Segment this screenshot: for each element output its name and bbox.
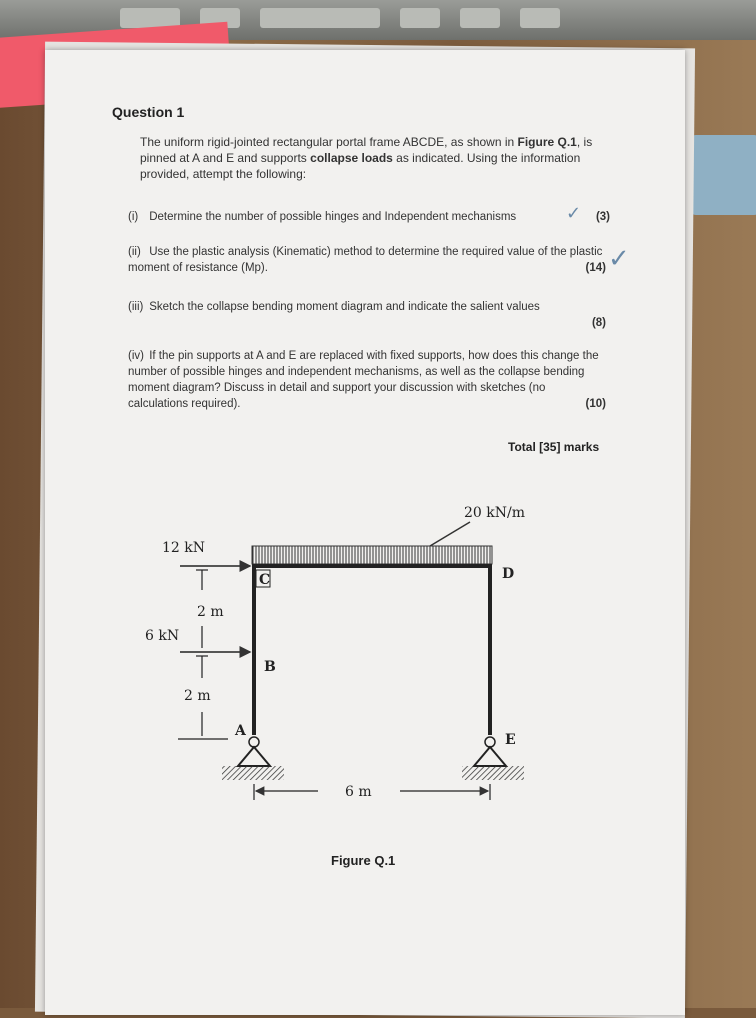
load-mid-label: 6 kN xyxy=(145,628,180,644)
total-marks: Total [35] marks xyxy=(508,440,600,454)
dim-upper-label: 2 m xyxy=(197,604,224,620)
ground-e xyxy=(462,766,524,780)
part-text: Determine the number of possible hinges and Independent mechanisms xyxy=(149,211,517,223)
ground-a xyxy=(222,766,284,780)
part-marks: (14) xyxy=(585,262,606,274)
part-text: Use the plastic analysis (Kinematic) method to determine the required value of the plastic moment of resistance (Mp). xyxy=(128,246,603,274)
udl-label: 20 kN/m xyxy=(464,505,525,521)
intro-text: , is pinned at A and E and supports xyxy=(140,135,593,165)
part-label: (iii) xyxy=(128,301,144,313)
intro-text: The uniform rigid-jointed rectangular portal frame ABCDE, as shown in xyxy=(140,135,518,149)
part-marks: (3) xyxy=(595,211,610,223)
node-b-label: B xyxy=(264,659,276,675)
question-title: Question 1 xyxy=(112,104,185,120)
check-mark-icon: ✓ xyxy=(566,203,582,224)
support-e xyxy=(474,747,506,766)
part-text: Sketch the collapse bending moment diagram and indicate the salient values xyxy=(149,301,540,313)
node-a-label: A xyxy=(235,723,246,739)
intro-text: as indicated. Using the information provided, attempt the following: xyxy=(140,151,581,181)
part-label: (ii) xyxy=(128,246,141,258)
part-label: (i) xyxy=(128,211,139,223)
dim-lower-label: 2 m xyxy=(184,688,211,704)
node-c-label: C xyxy=(259,572,271,588)
figure-caption: Figure Q.1 xyxy=(331,853,396,868)
check-mark-icon: ✓ xyxy=(608,244,630,274)
part-label: (iv) xyxy=(128,350,144,362)
intro-bold: Figure Q.1 xyxy=(517,135,577,149)
udl-load xyxy=(252,546,492,564)
span-label: 6 m xyxy=(345,784,372,800)
intro-bold: collapse loads xyxy=(310,151,393,165)
node-e-label: E xyxy=(505,732,516,748)
udl-leader xyxy=(430,522,470,546)
support-a xyxy=(238,747,270,766)
part-marks: (8) xyxy=(591,317,606,329)
part-marks: (10) xyxy=(585,398,606,410)
node-d-label: D xyxy=(502,566,515,582)
part-text: If the pin supports at A and E are replaced with fixed supports, how does this change the number of possible hinges and independent mechanisms, as well as the collapse bending moment diagram? Discuss in detail and support your discussion with sketches (no calculations required). xyxy=(128,350,599,410)
load-top-label: 12 kN xyxy=(162,540,205,556)
